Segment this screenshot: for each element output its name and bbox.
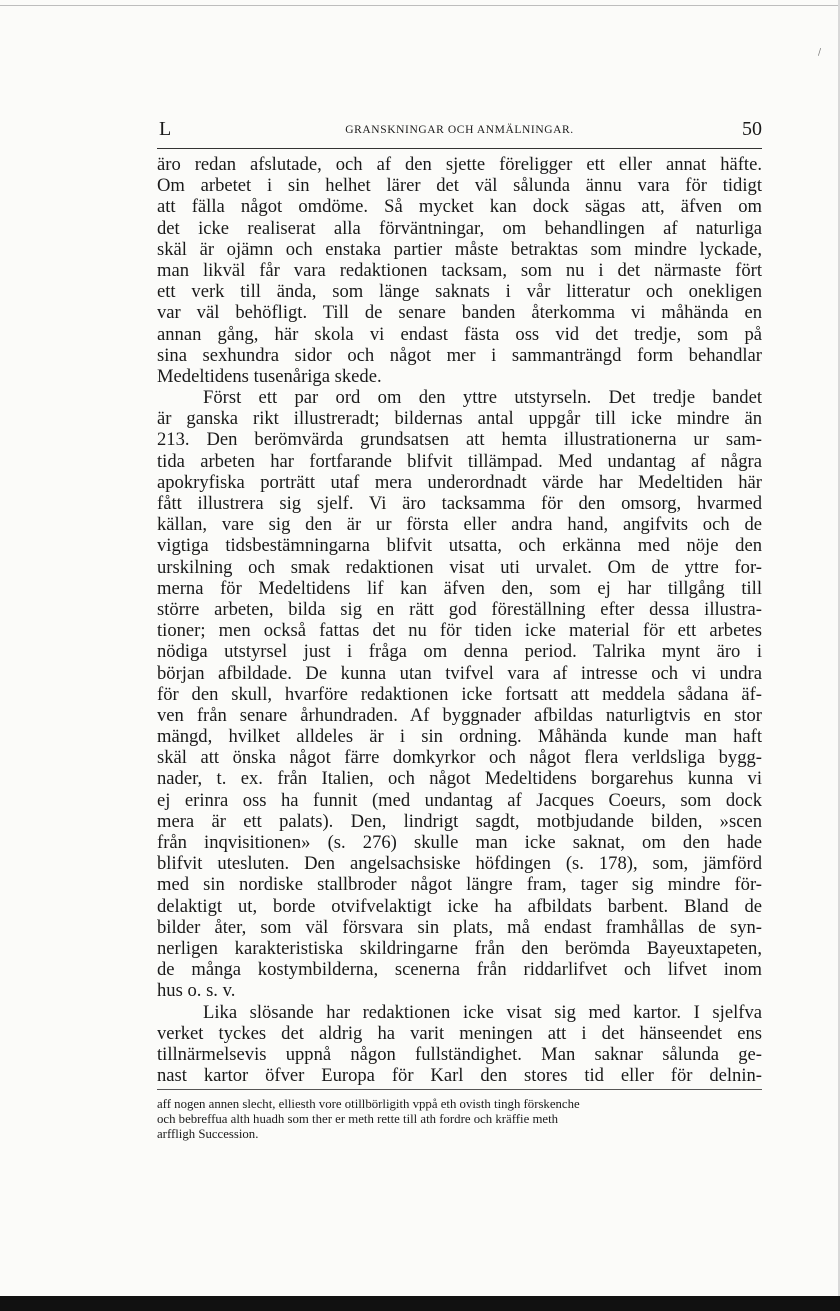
running-header [157,118,762,144]
text-line: vigtiga tidsbestämningarna blifvit utsatta, och erkänna med nöje den [157,535,762,557]
text-line: 213. Den berömvärda grundsatsen att hemta illustrationerna ur sam- [157,429,762,451]
footnote-line: arffligh Succession. [157,1127,259,1141]
text-line: var väl behöfligt. Till de senare banden återkomma vi måhända en [157,302,762,324]
text-line: mängd, hvilket alldeles är i sin ordning. Måhända kunde man haft [157,726,762,748]
text-line: större arbeten, bilda sig en rätt god föreställning efter dessa illustra- [157,598,762,620]
text-line: nader, t. ex. från Italien, och något Medeltidens borgarehus kunna vi [157,768,762,790]
running-title: GRANSKNINGAR OCH ANMÄLNINGAR. [345,124,574,136]
text-line: nast kartor öfver Europa för Karl den stores tid eller för delnin- [157,1065,762,1087]
text-line: skäl är ojämn och enstaka partier måste betraktas som mindre lyckade, [157,238,762,260]
text-line: apokryfiska porträtt utaf mera underordnadt värde har Medeltiden här [157,471,762,493]
scan-bottom-edge [0,1296,840,1311]
page-number: 50 [742,118,762,140]
footnote-rule [157,1089,762,1090]
text-line: delaktigt ut, borde otvifvelaktigt icke ha afbildats barbent. Bland de [157,895,762,917]
body-text [157,154,762,1086]
text-line: bilder åter, som väl försvara sin plats, må endast framhållas de syn- [157,916,762,938]
text-line: från inqvisitionen» (s. 276) skulle man icke saknat, om den hade [157,832,762,853]
text-line: man likväl får vara redaktionen tacksam, som nu i det närmaste fört [157,259,762,281]
text-line: Först ett par ord om den yttre utstyrseln. Det tredje bandet [203,387,762,409]
text-line: hus o. s. v. [157,980,236,1002]
footnote-line: och bebreffua alth huadh som ther er meth rette till ath fordre och kräffie meth [157,1112,559,1126]
text-line: fått illustrera sig sjelf. Vi äro tacksamma för den omsorg, hvarmed [157,493,762,514]
text-line: Om arbetet i sin helhet lärer det väl sålunda ännu vara för tidigt [157,175,762,197]
footnote-line: aff nogen annen slecht, elliesth vore otillbörligith vppå eth ovisth tingh förskenche [157,1097,580,1111]
text-line: sina sexhundra sidor och något mer i sammanträngd form behandlar [157,344,762,366]
text-line: de många kostymbilderna, scenerna från riddarlifvet och lifvet inom [157,959,762,981]
text-line: är ganska rikt illustreradt; bildernas antal uppgår till icke mindre än [157,408,762,430]
text-line: med sin nordiske stallbroder något längre fram, tager sig mindre för- [157,874,762,896]
text-line: annan gång, här skola vi endast fästa oss vid det tredje, som på [157,323,762,345]
text-line: skäl att önska något färre domkyrkor och något flera verldsliga bygg- [157,747,762,769]
text-line: för den skull, hvarföre redaktionen icke fortsatt att meddela sådana äf- [157,683,762,705]
text-line: merna för Medeltidens lif kan äfven den, som ej har tillgång till [157,577,762,599]
text-line: verket tyckes det aldrig ha varit meningen att i det hänseendet ens [157,1022,762,1044]
text-line: mera är ett palats). Den, lindrigt sagdt, motbjudande bilden, »scen [157,810,762,832]
header-rule [157,148,762,149]
text-line: blifvit utesluten. Den angelsachsiske höfdingen (s. 178), som, jämförd [157,853,762,875]
text-line: tida arbeten har fortfarande blifvit tillämpad. Med undantag af några [157,450,762,472]
text-line: tioner; men också fattas det nu för tiden icke material för ett arbetes [157,620,762,642]
scan-top-edge [0,5,840,6]
text-line: nerligen karakteristiska skildringarne från den berömda Bayeuxtapeten, [157,937,762,959]
text-line: början afbildade. De kunna utan tvifvel vara af intresse och vi undra [157,662,762,684]
text-line: tillnärmelsevis uppnå någon fullständighet. Man saknar sålunda ge- [157,1043,762,1065]
text-line: urskilning och smak redaktionen visat uti urvalet. Om de yttre for- [157,556,762,578]
footnote [157,1097,762,1142]
text-line: att fälla något omdöme. Så mycket kan dock sägas att, äfven om [157,196,762,218]
text-line: källan, vare sig den är ur första eller andra hand, angifvits och de [157,514,762,536]
text-line: Lika slösande har redaktionen icke visat sig med kartor. I sjelfva [203,1001,762,1023]
text-line: äro redan afslutade, och af den sjette föreligger ett eller annat häfte. [157,154,762,175]
text-line: nödiga utstyrsel just i fråga om denna period. Talrika mynt äro i [157,641,762,663]
text-line: ven från senare århundraden. Af byggnader afbildas naturligtvis en stor [157,704,762,726]
text-line: ej erinra oss ha funnit (med undantag af Jacques Coeurs, som dock [157,789,762,811]
text-line: det icke realiserat alla förväntningar, om behandlingen af naturliga [157,217,762,239]
margin-mark: / [818,48,822,58]
text-line: Medeltidens tusenåriga skede. [157,365,382,387]
signature-mark: L [159,118,172,140]
text-line: ett verk till ända, som länge saknats i vår litteratur och onekligen [157,281,762,303]
